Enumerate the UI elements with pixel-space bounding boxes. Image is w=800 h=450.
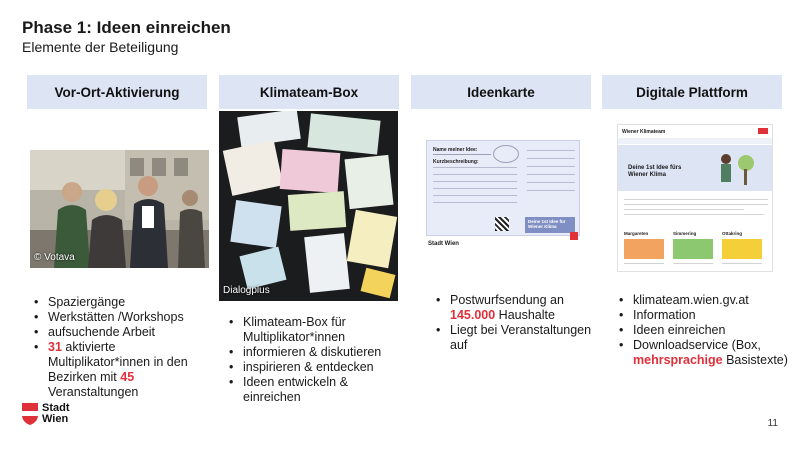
list-item: • inspirieren & entdecken [226,360,396,375]
site-name: Wiener Klimateam [622,129,666,135]
card-name-label: Name meiner Idee: [433,147,478,153]
wien-shield-icon [22,403,38,425]
list-item: • 31 aktivierte Multiplikator*innen in den Bezirken mit 45 Veranstaltungen [31,340,211,400]
site-nav [618,138,773,144]
vor-ort-list [31,295,211,400]
site-hero [618,145,773,191]
list-item: • klimateam.wien.gv.at [616,293,796,308]
street-activation-photo [30,150,209,268]
site-logo-icon [758,128,768,134]
list-item: • aufsuchende Arbeit [31,325,211,340]
photo-credit-votava: © Votava [34,252,75,263]
list-item: • Werkstätten /Workshops [31,310,211,325]
district-simmering: Simmering [673,231,697,236]
stadt-wien-logo [22,403,70,425]
card-stadt-wien-logo: Stadt Wien [428,241,459,247]
card-desc-label: Kurzbeschreibung: [433,159,479,165]
card-red-icon [570,232,578,240]
list-item: • Information [616,308,796,323]
page-title: Phase 1: Ideen einreichen [22,18,231,37]
qr-code-icon [495,217,509,231]
photo-credit-dialogplus: Dialogplus [223,285,270,296]
header-digitale-plattform: Digitale Plattform [602,75,782,109]
card-checklist [527,145,575,209]
list-item: • informieren & diskutieren [226,345,396,360]
page-subtitle: Elemente der Beteiligung [22,39,179,55]
logo-wien: Wien [42,413,69,425]
plattform-list [616,293,796,368]
ideenkarte-card [426,140,580,236]
district-margareten: Margareten [624,231,649,236]
page-number: 11 [767,418,778,429]
district-tile-2 [673,239,713,259]
ideenkarte-list [433,293,603,353]
district-tile-1 [624,239,664,259]
list-item: • Downloadservice (Box, mehrsprachige Basistexte) [616,338,796,368]
header-ideenkarte: Ideenkarte [411,75,591,109]
list-item: • Spaziergänge [31,295,211,310]
card-cta: Deine 1st Idee für Wiener Klima [525,217,575,233]
list-item: • Liegt bei Veranstaltungen auf [433,323,603,353]
list-item: • Ideen entwickeln & einreichen [226,375,396,405]
district-ottakring: Ottakring [722,231,743,236]
district-tile-3 [722,239,762,259]
logo-stadt: Stadt [42,402,70,414]
site-hero-text: Deine 1st Idee fürs Wiener Klima [628,165,682,178]
klimateam-box-photo [219,111,398,301]
header-vor-ort: Vor-Ort-Aktivierung [27,75,207,109]
platform-screenshot [617,124,773,272]
list-item: • Ideen einreichen [616,323,796,338]
klimateam-box-list [226,315,396,405]
list-item: • Postwurfsendung an 145.000 Haushalte [433,293,603,323]
header-klimateam-box: Klimateam-Box [219,75,399,109]
list-item: • Klimateam-Box für Multiplikator*innen [226,315,396,345]
